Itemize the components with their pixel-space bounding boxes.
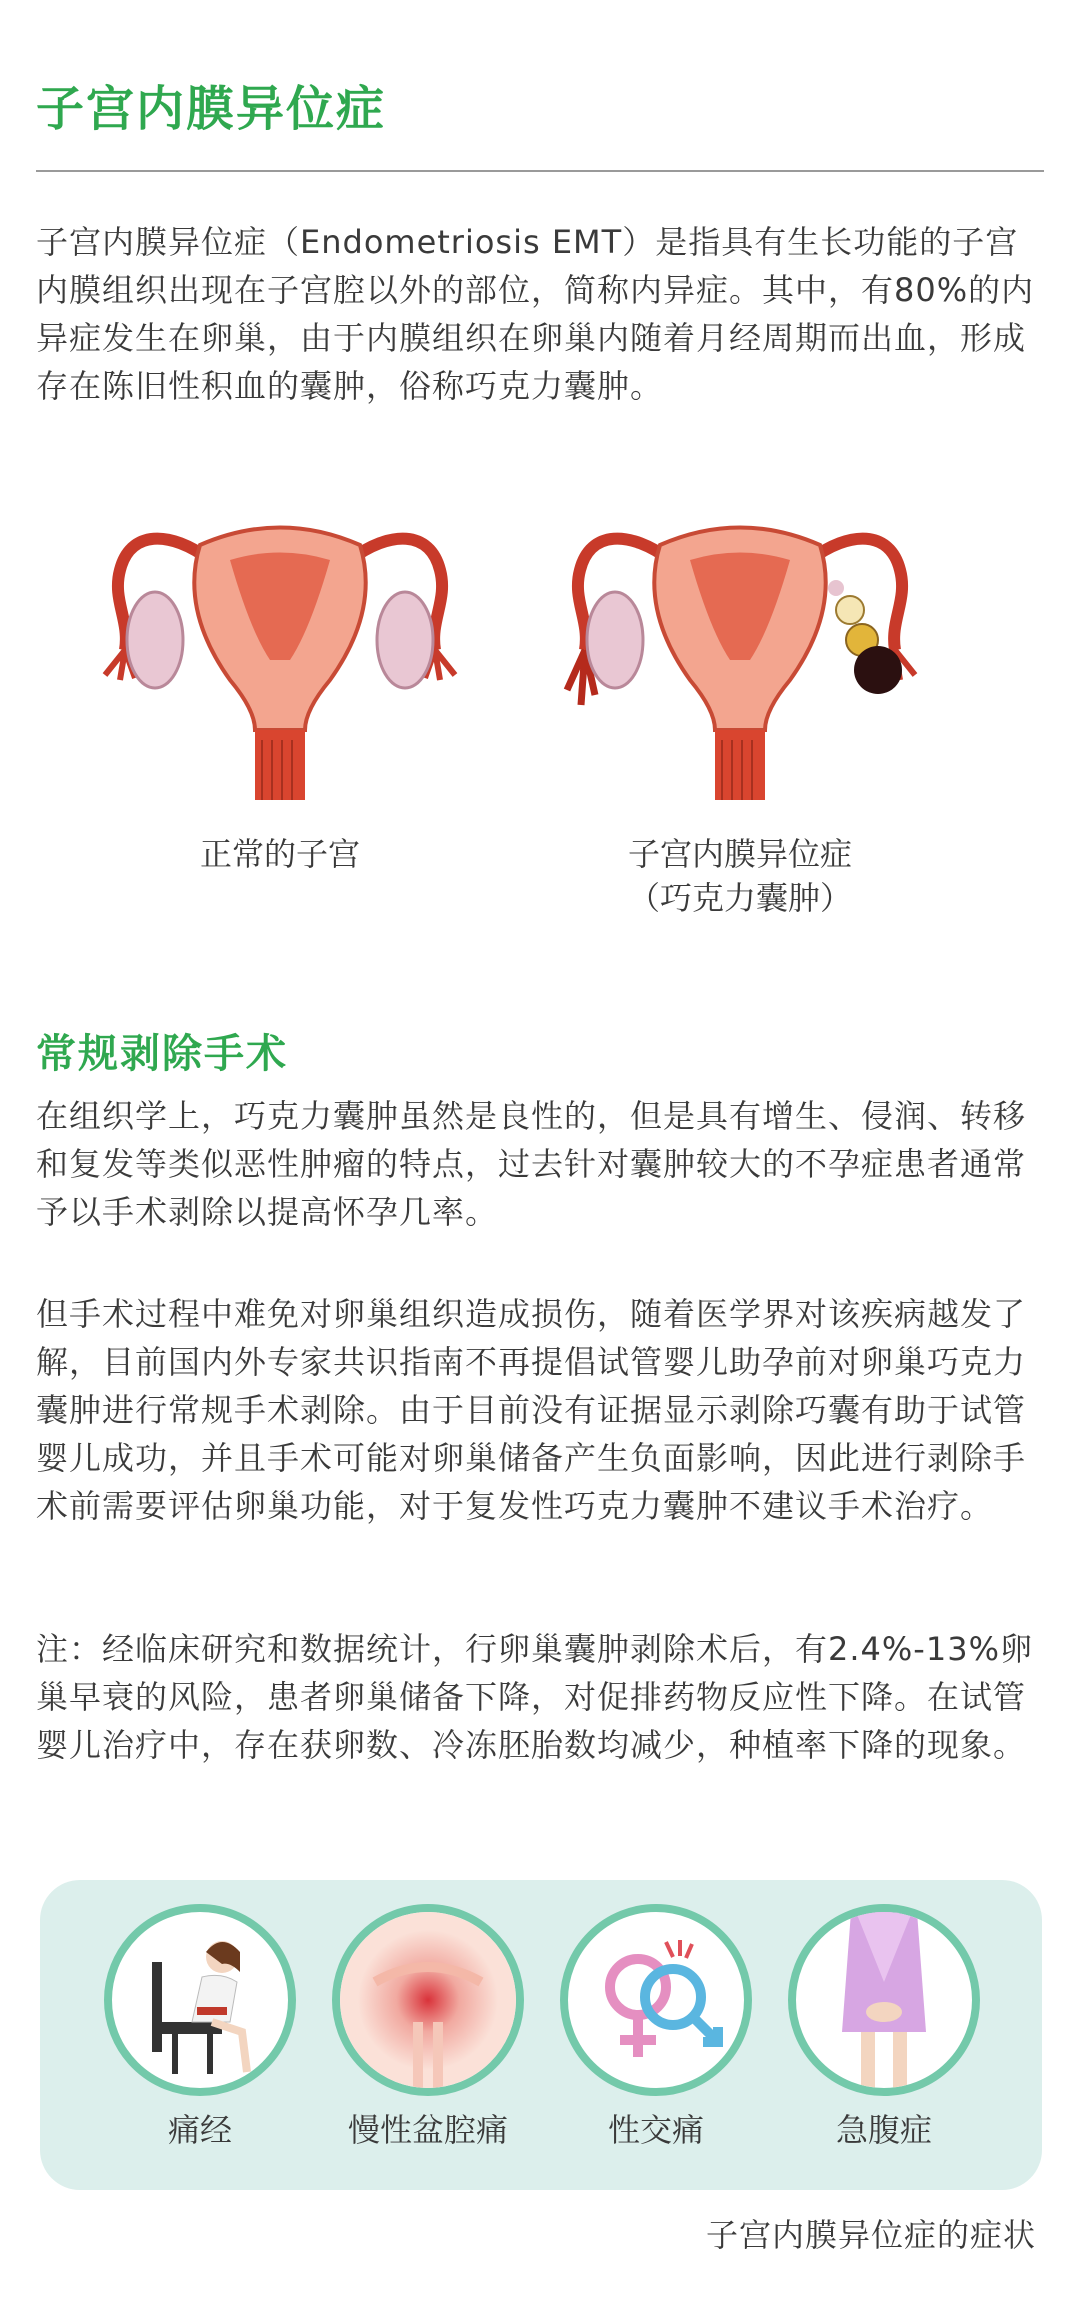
endometriosis-caption-line1: 子宫内膜异位症 [627, 835, 852, 873]
symptom-item [784, 1904, 984, 2150]
section-paragraph-1: 在组织学上，巧克力囊肿虽然是良性的，但是具有增生、侵润、转移和复发等类似恶性肿瘤的特点，过去针对囊肿较大的不孕症患者通常予以手术剥除以提高怀孕几率。 [36, 1097, 1027, 1231]
symptom-item [556, 1904, 756, 2150]
title-divider [36, 170, 1044, 172]
endometriosis-caption-line2: （巧克力囊肿） [627, 879, 852, 917]
normal-uterus-illustration [90, 490, 490, 810]
symptoms-panel [40, 1880, 1042, 2190]
section-note: 注：经临床研究和数据统计，行卵巢囊肿剥除术后，有2.4%-13%卵巢早衰的风险，患者卵巢储备下降，对促排药物反应性下降。在试管婴儿治疗中，存在获卵数、冷冻胚胎数均减少，种植率下降的现象。 [36, 1630, 1033, 1764]
endometriosis-uterus-illustration [540, 490, 940, 810]
symptom-label: 慢性盆腔痛 [347, 2111, 508, 2149]
symptoms-caption: 子宫内膜异位症的症状 [705, 2216, 1036, 2254]
acute-abdomen-icon [788, 1904, 980, 2096]
symptom-label: 急腹症 [835, 2111, 932, 2149]
symptom-label: 性交痛 [607, 2111, 704, 2149]
normal-uterus-caption: 正常的子宫 [199, 835, 360, 873]
gender-symbol-icon [560, 1904, 752, 2096]
intro-paragraph: 子宫内膜异位症（Endometriosis EMT）是指具有生长功能的子宫内膜组织出现在子宫腔以外的部位，简称内异症。其中，有80%的内异症发生在卵巢，由于内膜组织在卵巢内随着月经周期而出血，形成存在陈旧性积血的囊肿，俗称巧克力囊肿。 [36, 223, 1035, 405]
section-paragraph-2: 但手术过程中难免对卵巢组织造成损伤，随着医学界对该疾病越发了解，目前国内外专家共识指南不再提倡试管婴儿助孕前对卵巢巧克力囊肿进行常规手术剥除。由于目前没有证据显示剥除巧囊有助于试管婴儿成功，并且手术可能对卵巢储备产生负面影响，因此进行剥除手术前需要评估卵巢功能，对于复发性巧克力囊肿不建议手术治疗。 [36, 1295, 1027, 1525]
symptom-item [328, 1904, 528, 2150]
page-title: 子宫内膜异位症 [36, 81, 387, 137]
endometriosis-caption [540, 832, 940, 920]
symptom-item [100, 1904, 300, 2150]
symptom-label: 痛经 [167, 2111, 232, 2149]
section-heading: 常规剥除手术 [36, 1031, 288, 1077]
pelvic-pain-icon [332, 1904, 524, 2096]
dysmenorrhea-icon [104, 1904, 296, 2096]
